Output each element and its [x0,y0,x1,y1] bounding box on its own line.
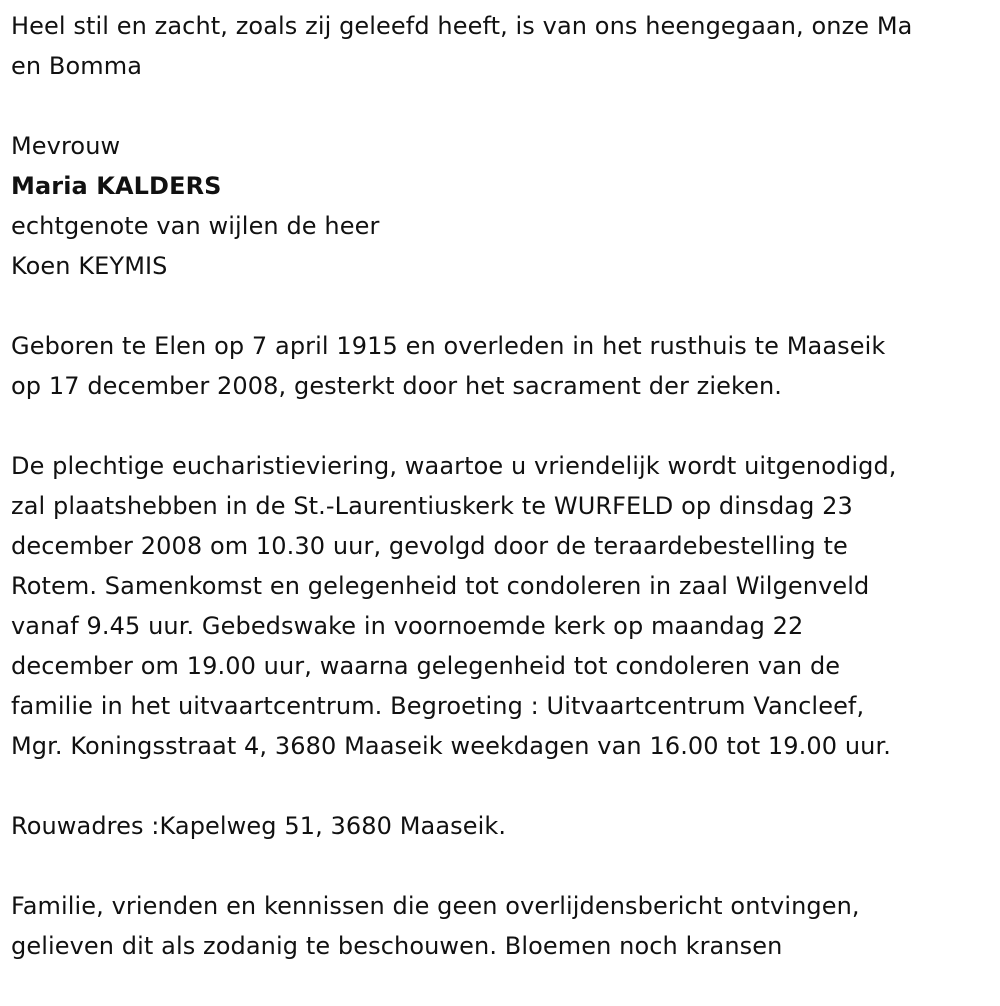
text-line: december 2008 om 10.30 uur, gevolgd door de teraardebestelling te [11,532,848,560]
intro-line: Heel stil en zacht, zoals zij geleefd heeft, is van ons heengegaan, onze Ma [11,12,913,40]
text-line: Rotem. Samenkomst en gelegenheid tot condoleren in zaal Wilgenveld [11,572,870,600]
intro-line: en Bomma [11,52,143,80]
intro-paragraph [11,6,1000,86]
text-line: familie in het uitvaartcentrum. Begroeting : Uitvaartcentrum Vancleef, [11,692,865,720]
closing-paragraph [11,886,1000,966]
ceremony-paragraph [11,446,1000,766]
mourning-address: Rouwadres :Kapelweg 51, 3680 Maaseik. [11,812,507,840]
text-line: Geboren te Elen op 7 april 1915 en overleden in het rusthuis te Maaseik [11,332,886,360]
text-line: zal plaatshebben in de St.-Laurentiuskerk te WURFELD op dinsdag 23 [11,492,853,520]
person-name: Maria KALDERS [11,172,222,200]
text-line: gelieven dit als zodanig te beschouwen. Bloemen noch kransen [11,932,783,960]
text-line: De plechtige eucharistieviering, waartoe u vriendelijk wordt uitgenodigd, [11,452,897,480]
person-relation: echtgenote van wijlen de heer [11,212,380,240]
text-line: op 17 december 2008, gesterkt door het sacrament der zieken. [11,372,783,400]
paragraph-gap [11,766,1000,806]
paragraph-gap [11,846,1000,886]
person-title: Mevrouw [11,132,121,160]
person-block [11,126,1000,286]
paragraph-gap [11,406,1000,446]
text-line: december om 19.00 uur, waarna gelegenheid tot condoleren van de [11,652,841,680]
address-paragraph [11,806,1000,846]
obituary-document [11,6,1000,966]
text-line: Mgr. Koningsstraat 4, 3680 Maaseik weekdagen van 16.00 tot 19.00 uur. [11,732,891,760]
paragraph-gap [11,286,1000,326]
birth-death-paragraph [11,326,1000,406]
spouse-name: Koen KEYMIS [11,252,168,280]
text-line: vanaf 9.45 uur. Gebedswake in voornoemde kerk op maandag 22 [11,612,804,640]
text-line: Familie, vrienden en kennissen die geen overlijdensbericht ontvingen, [11,892,860,920]
paragraph-gap [11,86,1000,126]
